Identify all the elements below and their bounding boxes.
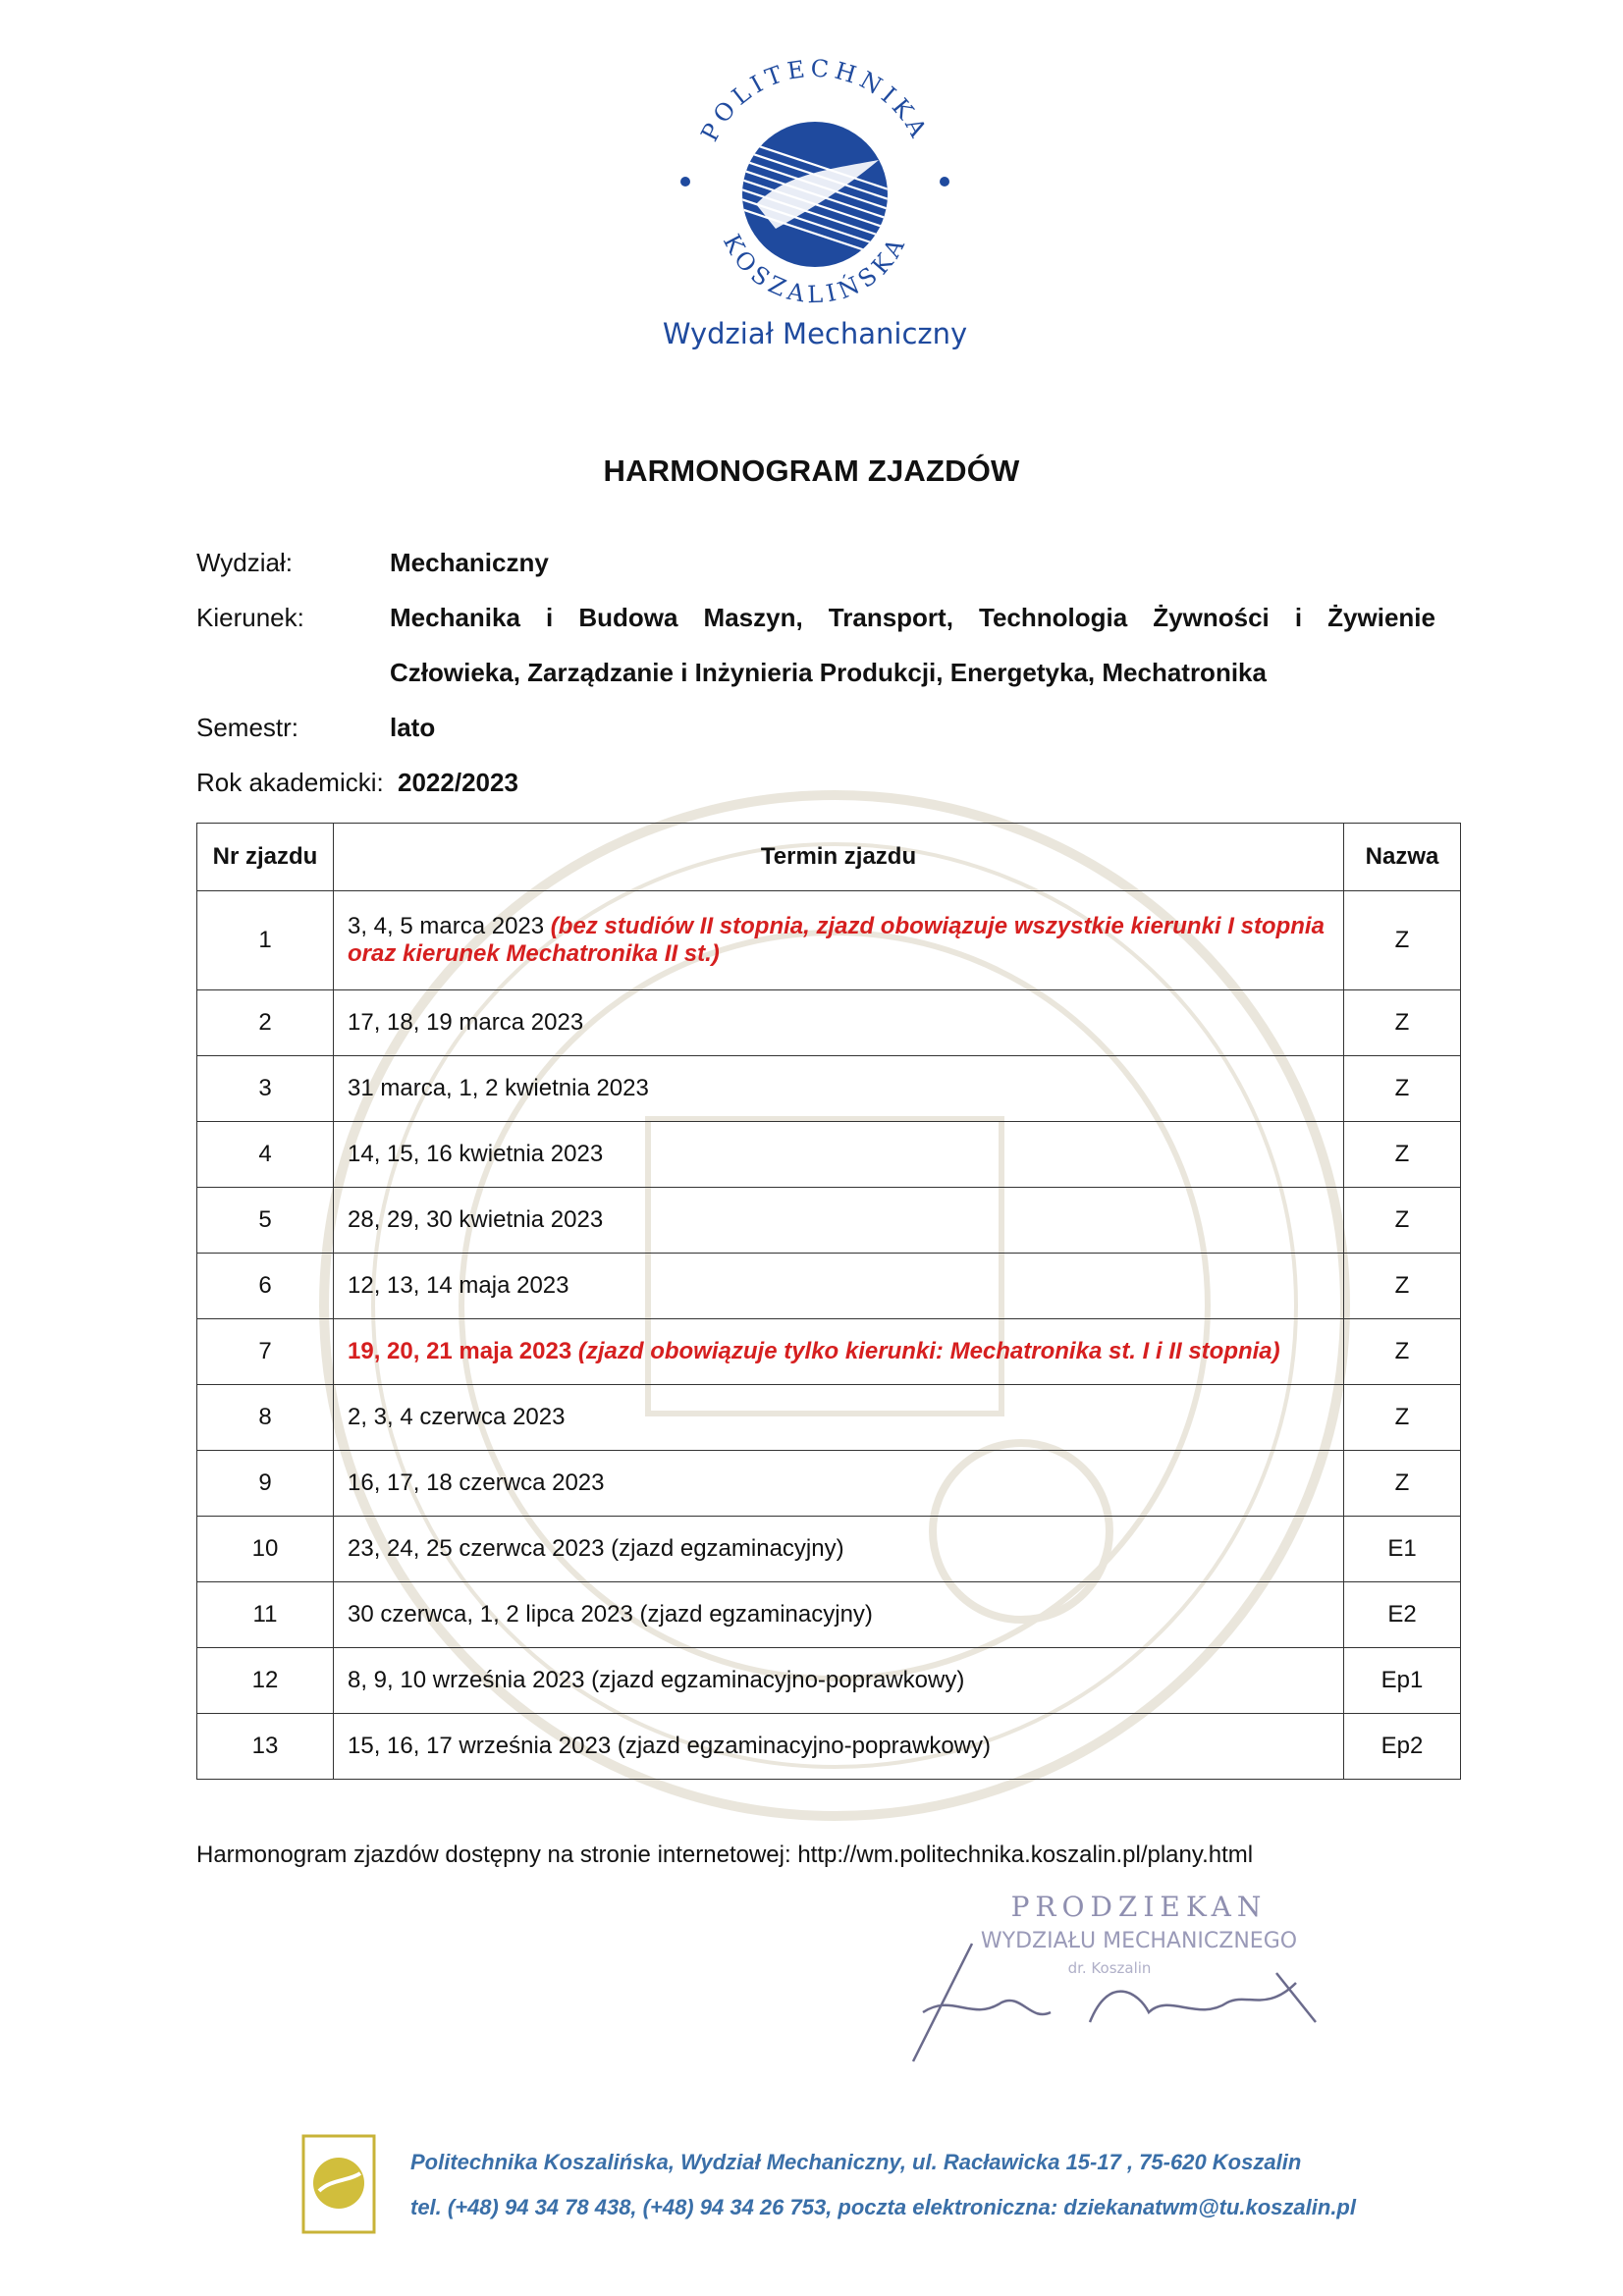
header-termin: Termin zjazdu [334,824,1344,891]
row-nr: 2 [197,990,334,1056]
row-nazwa: Z [1344,1056,1461,1122]
row-nr: 11 [197,1582,334,1648]
semestr-value: lato [390,713,436,742]
row-nazwa: Ep2 [1344,1714,1461,1780]
row-date: 3, 4, 5 marca 2023 [348,913,551,939]
table-row [197,990,1461,1056]
university-logo-graphic [648,57,982,371]
table-row [197,1122,1461,1188]
table-header-row [197,824,1461,891]
row-date: 8, 9, 10 września 2023 (zjazd egzaminacyjno-poprawkowy) [334,1648,1344,1714]
row-termin [334,1319,1344,1385]
university-logo [648,57,982,371]
row-nr: 1 [197,891,334,990]
stamp-line3: dr. Koszalin [1067,1959,1152,1977]
row-nr: 3 [197,1056,334,1122]
row-nazwa: Z [1344,1451,1461,1517]
document-title: HARMONOGRAM ZJAZDÓW [603,454,1020,488]
table-row [197,1582,1461,1648]
wydzial-value: Mechaniczny [390,548,549,577]
table-row [197,1056,1461,1122]
row-date: 31 marca, 1, 2 kwietnia 2023 [334,1056,1344,1122]
row-nazwa: Z [1344,891,1461,990]
row-date: 12, 13, 14 maja 2023 [334,1254,1344,1319]
rok-label: Rok akademicki: [196,768,384,797]
table-row [197,1385,1461,1451]
semestr-label: Semestr: [196,713,299,742]
faculty-badge-logo [299,2130,378,2238]
row-nr: 9 [197,1451,334,1517]
wydzial-label: Wydział: [196,548,294,577]
row-date: 30 czerwca, 1, 2 lipca 2023 (zjazd egzaminacyjny) [334,1582,1344,1648]
row-date: 23, 24, 25 czerwca 2023 (zjazd egzaminacyjny) [334,1517,1344,1582]
address-line2: tel. (+48) 94 34 78 438, (+48) 94 34 26 753, poczta elektroniczna: dziekanatwm@tu.koszalin.pl [410,2195,1356,2219]
logo-ring-bottom-text: KOSZALIŃSKA [717,230,913,309]
address-block [410,2140,1356,2230]
signature-left [913,1944,1051,2061]
logo-subtitle: Wydział Mechaniczny [662,317,968,350]
rok-value: 2022/2023 [398,768,518,797]
table-row [197,1451,1461,1517]
row-nr: 10 [197,1517,334,1582]
row-nazwa: Z [1344,1254,1461,1319]
row-note: (zjazd obowiązuje tylko kierunki: Mechatronika st. I i II stopnia) [577,1338,1280,1364]
table-row [197,1517,1461,1582]
header-nazwa: Nazwa [1344,824,1461,891]
table-row [197,1714,1461,1780]
row-nazwa: Z [1344,1188,1461,1254]
row-nr: 5 [197,1188,334,1254]
stamp-line2: WYDZIAŁU MECHANICZNEGO [980,1929,1298,1953]
row-note: (bez studiów II stopnia, zjazd obowiązuje wszystkie kierunki I stopnia oraz kierunek Mechatronika II st.) [348,913,1325,967]
row-date: 14, 15, 16 kwietnia 2023 [334,1122,1344,1188]
row-date: 19, 20, 21 maja 2023 [348,1338,578,1364]
row-date: 17, 18, 19 marca 2023 [334,990,1344,1056]
table-row [197,1188,1461,1254]
table-row [197,1648,1461,1714]
row-nazwa: E2 [1344,1582,1461,1648]
header-nr: Nr zjazdu [197,824,334,891]
row-nr: 6 [197,1254,334,1319]
signature-right [1090,1973,1316,2022]
row-nr: 13 [197,1714,334,1780]
row-nazwa: E1 [1344,1517,1461,1582]
address-line1: Politechnika Koszalińska, Wydział Mechaniczny, ul. Racławicka 15-17 , 75-620 Koszalin [410,2150,1302,2174]
row-termin [334,891,1344,990]
row-nr: 12 [197,1648,334,1714]
row-nazwa: Z [1344,990,1461,1056]
row-nazwa: Z [1344,1385,1461,1451]
row-nr: 7 [197,1319,334,1385]
row-date: 16, 17, 18 czerwca 2023 [334,1451,1344,1517]
kierunek-value-line1: Mechanika i Budowa Maszyn, Transport, Technologia Żywności i Żywienie [390,603,1435,632]
schedule-link-note: Harmonogram zjazdów dostępny na stronie internetowej: http://wm.politechnika.koszalin.pl/plany.html [196,1842,1254,1868]
row-date: 15, 16, 17 września 2023 (zjazd egzaminacyjno-poprawkowy) [334,1714,1344,1780]
table-row [197,891,1461,990]
row-nazwa: Ep1 [1344,1648,1461,1714]
row-date: 2, 3, 4 czerwca 2023 [334,1385,1344,1451]
row-nr: 8 [197,1385,334,1451]
row-date: 28, 29, 30 kwietnia 2023 [334,1188,1344,1254]
schedule-table [196,823,1461,1780]
official-stamp [854,1875,1375,2071]
logo-ring-top-text: POLITECHNIKA [695,57,935,146]
kierunek-label: Kierunek: [196,603,304,632]
table-row [197,1254,1461,1319]
table-row [197,1319,1461,1385]
stamp-line1: PRODZIEKAN [1010,1891,1268,1923]
kierunek-value-line2: Człowieka, Zarządzanie i Inżynieria Produkcji, Energetyka, Mechatronika [390,658,1267,687]
row-nr: 4 [197,1122,334,1188]
row-nazwa: Z [1344,1319,1461,1385]
row-nazwa: Z [1344,1122,1461,1188]
